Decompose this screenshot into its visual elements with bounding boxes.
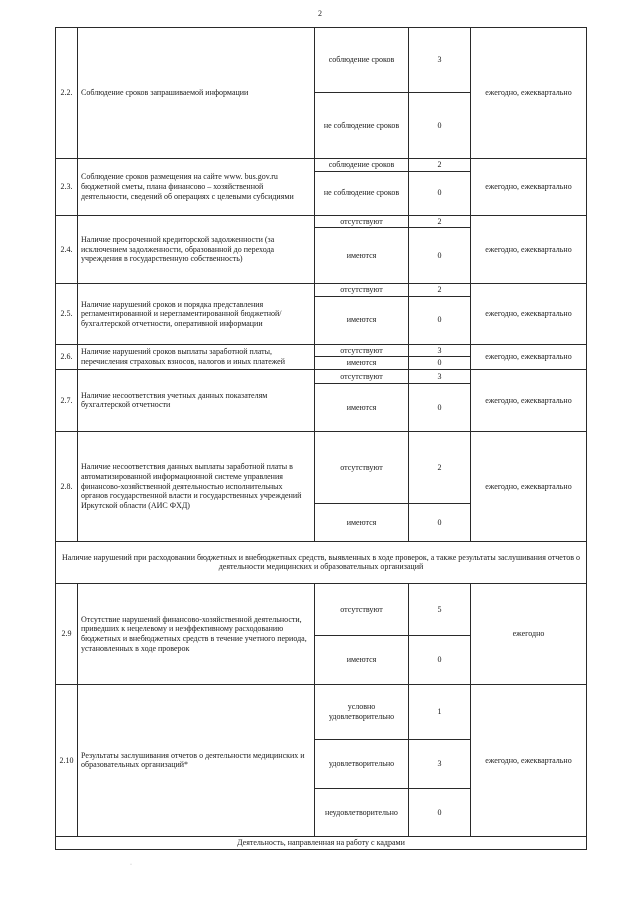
criterion-number: 2.4.	[56, 215, 78, 284]
section-header: Наличие нарушений при расходовании бюджетных и внебюджетных средств, выявленных в ходе проверок, а также результаты заслушивания отчетов о деятельности медицинских и образовательных организаций	[56, 541, 587, 583]
criterion-option: отсутствуют	[315, 215, 409, 228]
criterion-number: 2.7.	[56, 369, 78, 431]
criterion-score: 0	[409, 503, 471, 541]
page-number: 2	[318, 9, 322, 18]
footer-row	[56, 836, 587, 849]
criterion-period: ежегодно, ежеквартально	[471, 369, 587, 431]
criterion-option: отсутствуют	[315, 369, 409, 383]
criterion-score: 3	[409, 369, 471, 383]
criterion-option: отсутствуют	[315, 284, 409, 297]
criterion-period: ежегодно, ежеквартально	[471, 431, 587, 541]
criterion-name: Отсутствие нарушений финансово-хозяйственной деятельности, приведших к нецелевому и неэффективному расходованию бюджетных и внебюджетных средств в течение учетного периода, установленных в ходе проверок	[78, 583, 315, 684]
criterion-number: 2.3.	[56, 159, 78, 216]
criterion-score: 0	[409, 788, 471, 836]
criterion-option: не соблюдение сроков	[315, 93, 409, 159]
criterion-option: отсутствуют	[315, 344, 409, 357]
criterion-period: ежегодно, ежеквартально	[471, 159, 587, 216]
criterion-score: 1	[409, 684, 471, 739]
criterion-number: 2.10	[56, 684, 78, 836]
criterion-name: Наличие просроченной кредиторской задолженности (за исключением задолженности, образованной до перехода учреждения в государственную собственность)	[78, 215, 315, 284]
criterion-row	[56, 159, 587, 172]
section-header-row	[56, 541, 587, 583]
criterion-score: 2	[409, 215, 471, 228]
criterion-period: ежегодно, ежеквартально	[471, 215, 587, 284]
section-footer: Деятельность, направленная на работу с кадрами	[56, 836, 587, 849]
criterion-score: 0	[409, 383, 471, 431]
criterion-period: ежегодно, ежеквартально	[471, 344, 587, 369]
criterion-score: 0	[409, 93, 471, 159]
criterion-option: соблюдение сроков	[315, 159, 409, 172]
criterion-score: 2	[409, 431, 471, 503]
criterion-option: отсутствуют	[315, 583, 409, 635]
criterion-option: имеются	[315, 503, 409, 541]
criterion-name: Наличие нарушений сроков выплаты заработной платы, перечисления страховых взносов, налогов и иных платежей	[78, 344, 315, 369]
criterion-row	[56, 583, 587, 635]
criterion-number: 2.5.	[56, 284, 78, 345]
criterion-name: Соблюдение сроков размещения на сайте www. bus.gov.ru бюджетной сметы, плана финансово – хозяйственной деятельности, сведений об операциях с целевыми субсидиями	[78, 159, 315, 216]
scan-marks: ·	[130, 862, 132, 868]
criterion-score: 0	[409, 635, 471, 684]
criterion-number: 2.8.	[56, 431, 78, 541]
criterion-period: ежегодно, ежеквартально	[471, 28, 587, 159]
criterion-name: Наличие несоответствия учетных данных показателям бухгалтерской отчетности	[78, 369, 315, 431]
criterion-score: 3	[409, 28, 471, 93]
criterion-name: Соблюдение сроков запрашиваемой информации	[78, 28, 315, 159]
criterion-option: имеются	[315, 357, 409, 370]
criterion-period: ежегодно, ежеквартально	[471, 284, 587, 345]
criterion-row	[56, 369, 587, 383]
criteria-table-body	[56, 28, 587, 850]
criterion-option: соблюдение сроков	[315, 28, 409, 93]
criterion-score: 5	[409, 583, 471, 635]
criterion-option: удовлетворительно	[315, 739, 409, 788]
criterion-name: Наличие нарушений сроков и порядка представления регламентированной и нерегламентированной бюджетной/бухгалтерской отчетности, оперативной информации	[78, 284, 315, 345]
criterion-score: 2	[409, 284, 471, 297]
criterion-option: имеются	[315, 228, 409, 284]
criterion-score: 3	[409, 344, 471, 357]
criterion-name: Наличие несоответствия данных выплаты заработной платы в автоматизированной информационной системе управления финансово-хозяйственной деятельностью исполнительных органов государственной власти и государственных учреждений Иркутской области (АИС ФХД)	[78, 431, 315, 541]
criterion-option: имеются	[315, 635, 409, 684]
criterion-option: имеются	[315, 296, 409, 344]
criterion-row	[56, 215, 587, 228]
criterion-option: условно удовлетворительно	[315, 684, 409, 739]
criteria-table	[55, 27, 587, 850]
criterion-row	[56, 344, 587, 357]
criterion-option: имеются	[315, 383, 409, 431]
criterion-score: 0	[409, 228, 471, 284]
criterion-option: отсутствуют	[315, 431, 409, 503]
criterion-name: Результаты заслушивания отчетов о деятельности медицинских и образовательных организаций*	[78, 684, 315, 836]
criterion-period: ежегодно	[471, 583, 587, 684]
criterion-score: 0	[409, 171, 471, 215]
criterion-number: 2.6.	[56, 344, 78, 369]
criterion-score: 0	[409, 296, 471, 344]
criterion-score: 3	[409, 739, 471, 788]
criterion-score: 2	[409, 159, 471, 172]
criterion-option: неудовлетворительно	[315, 788, 409, 836]
criterion-period: ежегодно, ежеквартально	[471, 684, 587, 836]
criterion-row	[56, 684, 587, 739]
criterion-number: 2.2.	[56, 28, 78, 159]
criterion-row	[56, 28, 587, 93]
criterion-row	[56, 284, 587, 297]
criterion-number: 2.9	[56, 583, 78, 684]
criterion-row	[56, 431, 587, 503]
criterion-score: 0	[409, 357, 471, 370]
criterion-option: не соблюдение сроков	[315, 171, 409, 215]
